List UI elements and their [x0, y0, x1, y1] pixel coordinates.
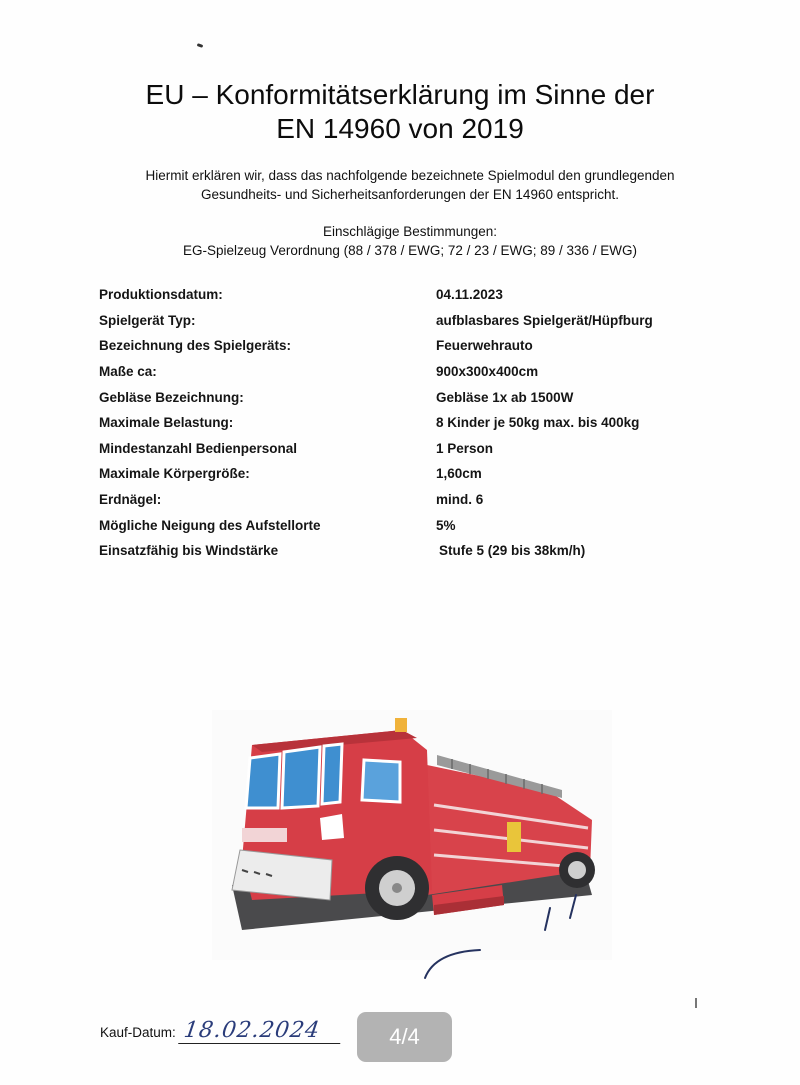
spec-value: 1 Person	[436, 440, 494, 456]
spec-row	[99, 359, 739, 385]
handwritten-curve	[425, 950, 480, 978]
spec-value: 5%	[436, 517, 456, 533]
spec-row	[99, 282, 739, 308]
body-emblem	[507, 822, 521, 852]
spec-row	[99, 487, 739, 513]
document-title	[40, 78, 760, 146]
spec-label: Gebläse Bezeichnung:	[99, 389, 244, 405]
spec-label: Einsatzfähig bis Windstärke	[99, 543, 279, 559]
spec-value: 1,60cm	[436, 466, 482, 482]
spec-value: Gebläse 1x ab 1500W	[436, 389, 574, 405]
spec-label: Produktionsdatum:	[99, 287, 223, 303]
cab-window-left	[246, 754, 280, 808]
declaration-text	[60, 166, 760, 204]
regulations-heading: Einschlägige Bestimmungen:	[322, 224, 498, 239]
scan-mark	[695, 998, 697, 1008]
cab-window-front	[282, 747, 320, 808]
page-indicator: 4/4	[357, 1012, 452, 1062]
spec-table	[99, 282, 739, 564]
spec-label: Maße ca:	[99, 364, 157, 380]
spec-value: 04.11.2023	[436, 287, 503, 303]
regulations-text: EG-Spielzeug Verordnung (88 / 378 / EWG; 72 / 23 / EWG; 89 / 336 / EWG)	[183, 243, 637, 258]
intro-line-2: Gesundheits- und Sicherheitsanforderungen der EN 14960 entspricht.	[200, 187, 619, 202]
spec-row	[99, 410, 739, 436]
spec-value: Stufe 5 (29 bis 38km/h)	[439, 543, 586, 559]
spec-value: aufblasbares Spielgerät/Hüpfburg	[436, 312, 653, 328]
spec-row	[99, 538, 739, 564]
spec-label: Bezeichnung des Spielgeräts:	[99, 338, 292, 354]
spec-value: 900x300x400cm	[436, 364, 539, 380]
spec-label: Mögliche Neigung des Aufstellorte	[99, 517, 321, 533]
spec-label: Maximale Körpergröße:	[99, 466, 250, 482]
intro-line-1: Hiermit erklären wir, dass das nachfolgende bezeichnete Spielmodul den grundlegenden	[145, 168, 675, 183]
handwritten-strokes	[545, 895, 576, 930]
regulations	[40, 222, 780, 260]
title-line-2: EN 14960 von 2019	[276, 113, 524, 144]
title-line-1: EU – Konformitätserklärung im Sinne der	[145, 79, 655, 110]
spec-row	[99, 384, 739, 410]
signature-mark	[420, 880, 620, 990]
spec-value: mind. 6	[436, 492, 484, 508]
purchase-date-value: 18.02.2024	[178, 1018, 344, 1044]
cab-stripe	[242, 828, 287, 842]
spec-label: Spielgerät Typ:	[99, 312, 196, 328]
purchase-date-label: Kauf-Datum:	[100, 1025, 176, 1040]
spec-row	[99, 308, 739, 334]
rear-wheel-hub	[568, 861, 586, 879]
front-wheel-cap	[392, 883, 402, 893]
cab-window-side	[322, 744, 342, 804]
spec-row	[99, 333, 739, 359]
spec-value: Feuerwehrauto	[436, 338, 533, 354]
spec-row	[99, 436, 739, 462]
spec-row	[99, 461, 739, 487]
spec-label: Mindestanzahl Bedienpersonal	[99, 440, 298, 456]
scan-speck	[197, 43, 204, 48]
spec-label: Erdnägel:	[99, 492, 162, 508]
spec-value: 8 Kinder je 50kg max. bis 400kg	[436, 415, 640, 431]
beacon-light	[395, 718, 407, 732]
door-window	[362, 760, 400, 802]
purchase-date-field	[100, 1008, 342, 1044]
spec-label: Maximale Belastung:	[99, 415, 234, 431]
cab-emblem	[320, 814, 344, 840]
spec-row	[99, 512, 739, 538]
